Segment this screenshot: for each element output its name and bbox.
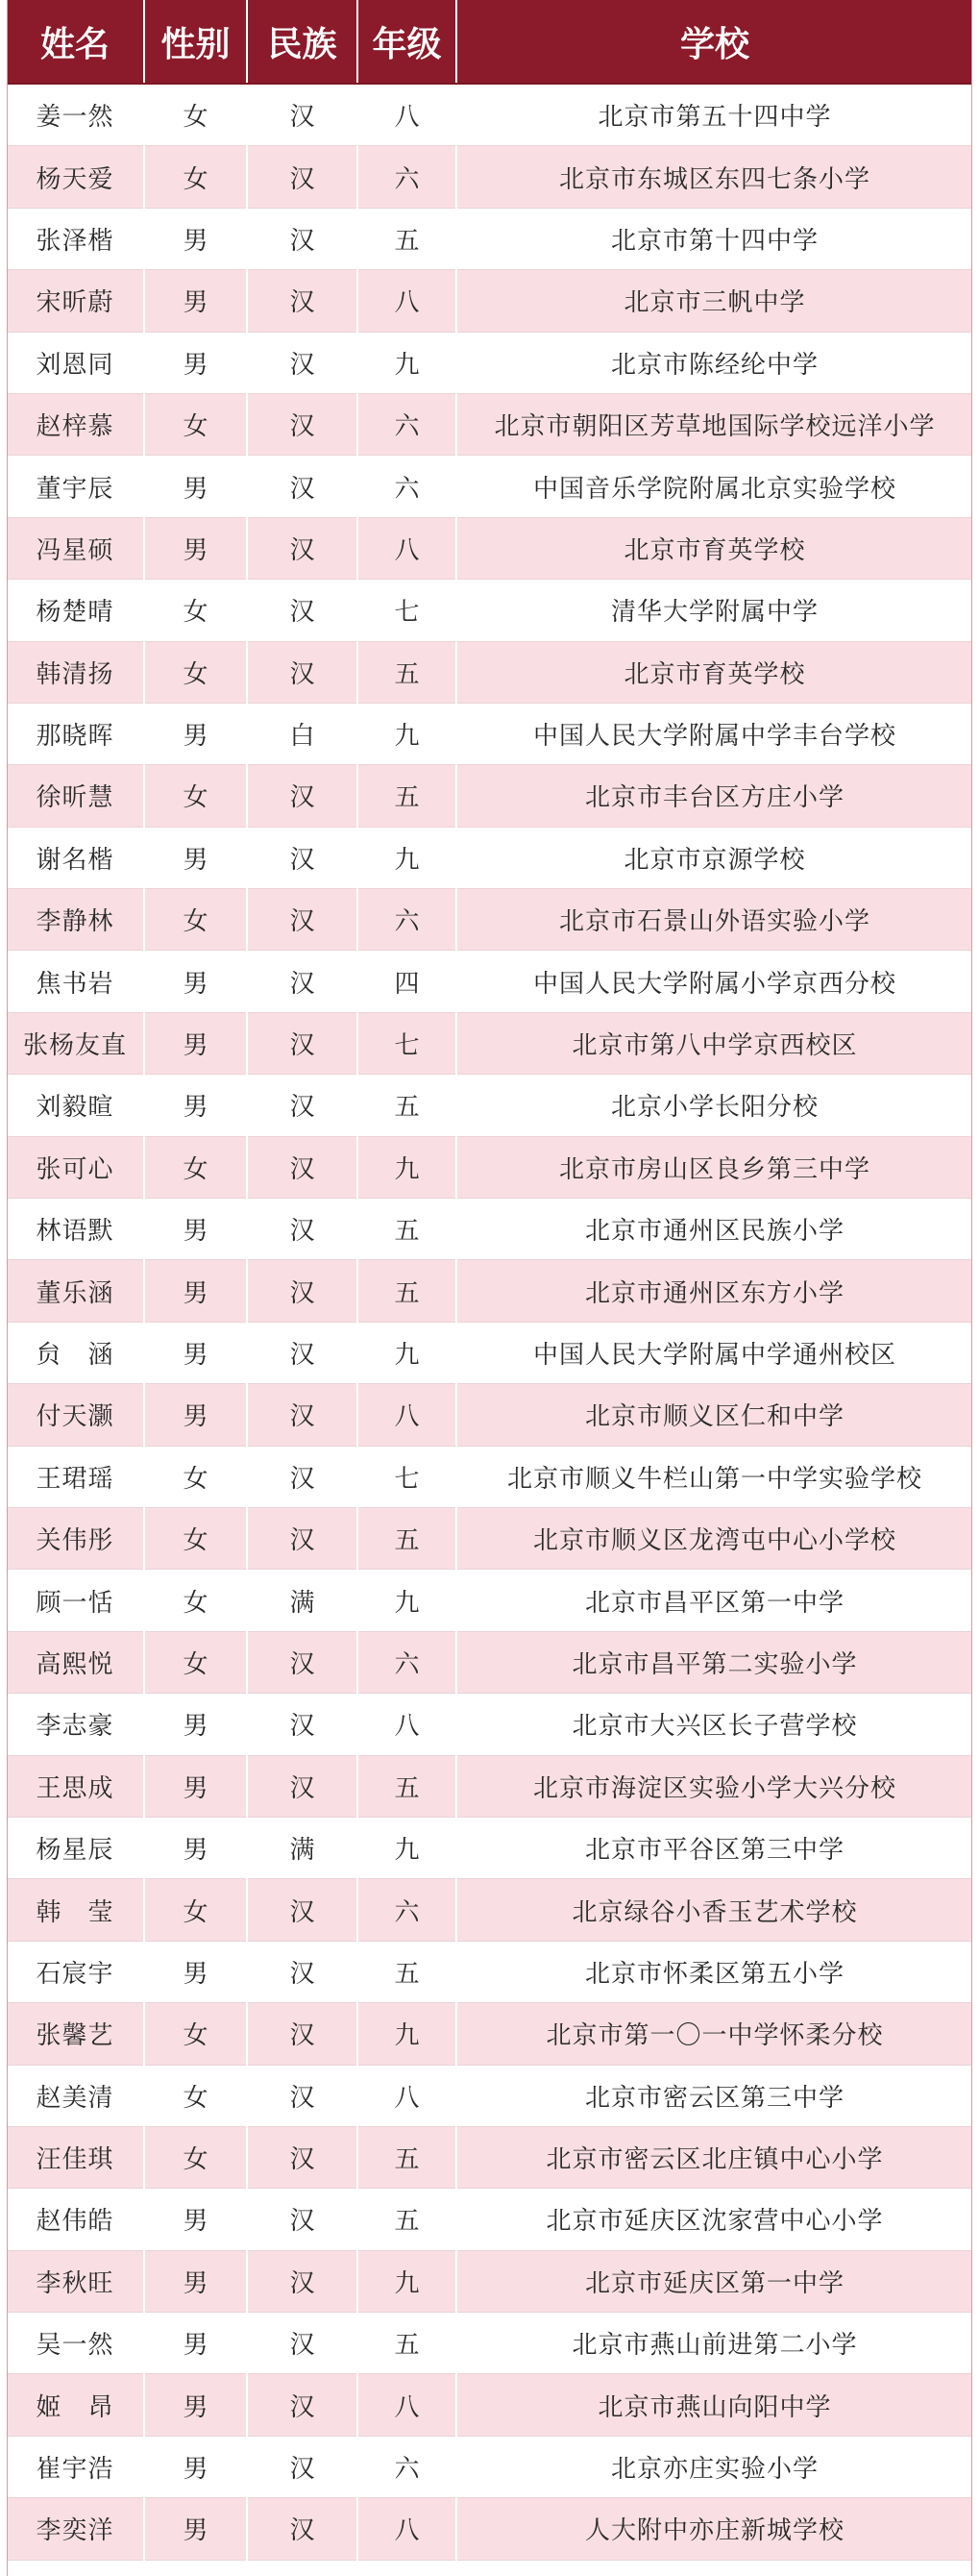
table-row (7, 1941, 972, 2002)
table-row (7, 951, 972, 1012)
header-name: 姓名 (7, 0, 144, 84)
cell-name: 韩清扬 (7, 641, 144, 703)
cell-gender: 男 (144, 1012, 247, 1074)
cell-grade: 九 (357, 2003, 456, 2065)
cell-ethnicity: 汉 (247, 1694, 357, 1755)
cell-school: 清华大学附属中学 (456, 580, 972, 641)
cell-school: 北京市第八中学京西校区 (456, 1012, 972, 1074)
cell-gender: 男 (144, 1260, 247, 1322)
cell-ethnicity: 汉 (247, 1075, 357, 1136)
cell-grade: 五 (357, 1507, 456, 1569)
cell-gender: 男 (144, 1694, 247, 1755)
cell-name: 王珺瑶 (7, 1446, 144, 1507)
cell-grade: 八 (357, 2498, 456, 2560)
cell-name: 冯星硕 (7, 517, 144, 579)
table-row (7, 1570, 972, 1631)
cell-grade: 六 (357, 889, 456, 951)
cell-name: 杨楚晴 (7, 580, 144, 641)
cell-gender: 男 (144, 270, 247, 332)
cell-name: 宋昕蔚 (7, 270, 144, 332)
cell-grade: 六 (357, 456, 456, 517)
header-ethnicity: 民族 (247, 0, 357, 84)
cell-grade: 五 (357, 1199, 456, 1260)
table-row (7, 1199, 972, 1260)
cell-school: 北京市育英学校 (456, 517, 972, 579)
table-row (7, 2003, 972, 2065)
cell-gender: 女 (144, 2065, 247, 2126)
cell-name: 赵伟皓 (7, 2189, 144, 2250)
table-row (7, 208, 972, 269)
cell-grade: 八 (357, 84, 456, 146)
cell-name: 付天灏 (7, 1384, 144, 1446)
cell-name: 杨星辰 (7, 1817, 144, 1878)
cell-ethnicity: 汉 (247, 2374, 357, 2436)
cell-grade: 五 (357, 2126, 456, 2188)
cell-grade: 九 (357, 2250, 456, 2312)
cell-grade: 八 (357, 1694, 456, 1755)
cell-school: 北京市平谷区第三中学 (456, 1817, 972, 1878)
cell-name: 董乐涵 (7, 1260, 144, 1322)
cell-grade: 八 (357, 2065, 456, 2126)
cell-name: 张馨艺 (7, 2003, 144, 2065)
cell-ethnicity: 汉 (247, 641, 357, 703)
cell-ethnicity: 汉 (247, 393, 357, 455)
cell-grade: 九 (357, 1817, 456, 1878)
cell-school: 中国人民大学附属中学丰台学校 (456, 703, 972, 764)
cell-gender: 男 (144, 1384, 247, 1446)
cell-ethnicity: 汉 (247, 1755, 357, 1817)
cell-name: 顾一恬 (7, 1570, 144, 1631)
cell-ethnicity: 汉 (247, 2126, 357, 2188)
table-row (7, 1817, 972, 1878)
student-list-table-container (7, 0, 972, 2576)
table-row (7, 1075, 972, 1136)
table-row (7, 1012, 972, 1074)
cell-ethnicity: 汉 (247, 580, 357, 641)
cell-ethnicity: 汉 (247, 332, 357, 393)
cell-name: 李秋旺 (7, 2250, 144, 2312)
table-row (7, 2189, 972, 2250)
cell-grade: 八 (357, 2374, 456, 2436)
cell-name: 杨天爱 (7, 146, 144, 208)
table-row (7, 456, 972, 517)
cell-ethnicity: 汉 (247, 2003, 357, 2065)
cell-name: 徐昕慧 (7, 765, 144, 827)
cell-name: 那晓晖 (7, 703, 144, 764)
cell-ethnicity: 汉 (247, 1384, 357, 1446)
cell-name: 汪佳琪 (7, 2126, 144, 2188)
cell-name: 姬 昂 (7, 2374, 144, 2436)
cell-gender: 女 (144, 1879, 247, 1941)
cell-school: 北京市怀柔区第五小学 (456, 1941, 972, 2002)
cell-ethnicity: 汉 (247, 1507, 357, 1569)
cell-grade: 八 (357, 1384, 456, 1446)
cell-grade: 七 (357, 580, 456, 641)
cell-school: 北京市顺义牛栏山第一中学实验学校 (456, 1446, 972, 1507)
cell-gender: 男 (144, 517, 247, 579)
cell-grade: 五 (357, 765, 456, 827)
cell-school: 北京市陈经纶中学 (456, 332, 972, 393)
cell-name: 赵梓慕 (7, 393, 144, 455)
cell-gender: 女 (144, 580, 247, 641)
cell-school: 北京市延庆区第一中学 (456, 2250, 972, 2312)
cell-school: 北京市京源学校 (456, 827, 972, 888)
cell-grade: 五 (357, 208, 456, 269)
table-row (7, 1384, 972, 1446)
cell-gender: 男 (144, 1322, 247, 1383)
cell-grade: 八 (357, 517, 456, 579)
cell-grade: 六 (357, 2436, 456, 2497)
cell-name: 李志豪 (7, 1694, 144, 1755)
cell-gender: 男 (144, 2189, 247, 2250)
cell-ethnicity: 汉 (247, 456, 357, 517)
cell-grade: 五 (357, 1941, 456, 2002)
cell-grade: 九 (357, 827, 456, 888)
cell-school: 北京小学长阳分校 (456, 1075, 972, 1136)
table-row (7, 1694, 972, 1755)
cell-ethnicity: 汉 (247, 1446, 357, 1507)
table-row (7, 1136, 972, 1198)
cell-gender: 女 (144, 1446, 247, 1507)
cell-name: 李静林 (7, 889, 144, 951)
cell-name: 焦书岩 (7, 951, 144, 1012)
cell-name: 李奕洋 (7, 2498, 144, 2560)
cell-ethnicity: 汉 (247, 2065, 357, 2126)
cell-grade: 五 (357, 2313, 456, 2374)
cell-grade: 九 (357, 1570, 456, 1631)
cell-ethnicity: 汉 (247, 1322, 357, 1383)
cell-name: 谢名楷 (7, 827, 144, 888)
cell-school: 北京市顺义区仁和中学 (456, 1384, 972, 1446)
cell-grade: 五 (357, 1075, 456, 1136)
table-row (7, 517, 972, 579)
cell-ethnicity: 汉 (247, 889, 357, 951)
cell-name: 韩 莹 (7, 1879, 144, 1941)
cell-grade: 六 (357, 1631, 456, 1693)
cell-gender: 男 (144, 2313, 247, 2374)
table-row (7, 2498, 972, 2560)
cell-gender: 男 (144, 456, 247, 517)
cell-ethnicity: 白 (247, 703, 357, 764)
cell-name: 贠 涵 (7, 1322, 144, 1383)
table-row (7, 1879, 972, 1941)
cell-grade: 九 (357, 703, 456, 764)
cell-name: 赵美清 (7, 2065, 144, 2126)
cell-school: 北京市育英学校 (456, 641, 972, 703)
cell-grade: 九 (357, 1322, 456, 1383)
cell-school: 北京亦庄实验小学 (456, 2436, 972, 2497)
table-row (7, 393, 972, 455)
cell-gender: 男 (144, 1817, 247, 1878)
cell-grade: 六 (357, 393, 456, 455)
cell-grade: 六 (357, 1879, 456, 1941)
cell-gender: 女 (144, 1136, 247, 1198)
cell-gender: 女 (144, 393, 247, 455)
cell-gender: 男 (144, 2250, 247, 2312)
cell-gender: 男 (144, 2374, 247, 2436)
table-row (7, 1507, 972, 1569)
cell-ethnicity: 汉 (247, 146, 357, 208)
cell-school: 北京市东城区东四七条小学 (456, 146, 972, 208)
table-row (7, 2313, 972, 2374)
table-row (7, 2065, 972, 2126)
table-row (7, 270, 972, 332)
cell-ethnicity: 汉 (247, 84, 357, 146)
table-row (7, 1446, 972, 1507)
cell-gender: 男 (144, 332, 247, 393)
table-row (7, 641, 972, 703)
cell-school: 北京市密云区北庄镇中心小学 (456, 2126, 972, 2188)
table-row (7, 889, 972, 951)
cell-school: 北京市大兴区长子营学校 (456, 1694, 972, 1755)
cell-grade: 九 (357, 332, 456, 393)
cell-name: 张可心 (7, 1136, 144, 1198)
cell-gender: 女 (144, 641, 247, 703)
cell-name: 董宇辰 (7, 456, 144, 517)
student-list-table (7, 0, 972, 2561)
cell-gender: 男 (144, 1199, 247, 1260)
cell-name: 石宸宇 (7, 1941, 144, 2002)
cell-grade: 五 (357, 2189, 456, 2250)
cell-ethnicity: 满 (247, 1570, 357, 1631)
table-body (7, 84, 972, 2560)
cell-school: 北京市昌平区第一中学 (456, 1570, 972, 1631)
table-row (7, 827, 972, 888)
cell-school: 中国音乐学院附属北京实验学校 (456, 456, 972, 517)
table-row (7, 332, 972, 393)
table-row (7, 703, 972, 764)
cell-school: 北京市延庆区沈家营中心小学 (456, 2189, 972, 2250)
cell-name: 林语默 (7, 1199, 144, 1260)
table-row (7, 2126, 972, 2188)
cell-school: 北京市昌平第二实验小学 (456, 1631, 972, 1693)
cell-ethnicity: 汉 (247, 2498, 357, 2560)
cell-gender: 女 (144, 1631, 247, 1693)
cell-school: 北京市第一〇一中学怀柔分校 (456, 2003, 972, 2065)
cell-ethnicity: 汉 (247, 2313, 357, 2374)
cell-school: 北京市第五十四中学 (456, 84, 972, 146)
cell-gender: 男 (144, 1941, 247, 2002)
cell-name: 高熙悦 (7, 1631, 144, 1693)
cell-school: 中国人民大学附属小学京西分校 (456, 951, 972, 1012)
table-row (7, 1322, 972, 1383)
cell-name: 王思成 (7, 1755, 144, 1817)
cell-school: 北京市朝阳区芳草地国际学校远洋小学 (456, 393, 972, 455)
cell-gender: 男 (144, 951, 247, 1012)
cell-grade: 四 (357, 951, 456, 1012)
cell-school: 北京市第十四中学 (456, 208, 972, 269)
header-row (7, 0, 972, 84)
cell-gender: 女 (144, 84, 247, 146)
cell-grade: 六 (357, 146, 456, 208)
cell-gender: 女 (144, 146, 247, 208)
header-gender: 性别 (144, 0, 247, 84)
cell-ethnicity: 汉 (247, 1012, 357, 1074)
cell-name: 刘毅暄 (7, 1075, 144, 1136)
cell-ethnicity: 汉 (247, 270, 357, 332)
cell-school: 北京市燕山前进第二小学 (456, 2313, 972, 2374)
table-row (7, 2436, 972, 2497)
cell-name: 吴一然 (7, 2313, 144, 2374)
table-row (7, 2374, 972, 2436)
table-header (7, 0, 972, 84)
cell-grade: 五 (357, 1755, 456, 1817)
cell-school: 北京市密云区第三中学 (456, 2065, 972, 2126)
cell-gender: 男 (144, 2498, 247, 2560)
cell-gender: 女 (144, 889, 247, 951)
cell-school: 北京市三帆中学 (456, 270, 972, 332)
table-row (7, 2250, 972, 2312)
cell-ethnicity: 汉 (247, 1941, 357, 2002)
table-row (7, 84, 972, 146)
cell-school: 北京市通州区民族小学 (456, 1199, 972, 1260)
cell-grade: 五 (357, 1260, 456, 1322)
cell-school: 北京市顺义区龙湾屯中心小学校 (456, 1507, 972, 1569)
cell-grade: 九 (357, 1136, 456, 1198)
cell-school: 人大附中亦庄新城学校 (456, 2498, 972, 2560)
cell-school: 北京市石景山外语实验小学 (456, 889, 972, 951)
table-row (7, 1755, 972, 1817)
cell-school: 北京市燕山向阳中学 (456, 2374, 972, 2436)
cell-school: 北京市丰台区方庄小学 (456, 765, 972, 827)
cell-name: 刘恩同 (7, 332, 144, 393)
cell-ethnicity: 汉 (247, 1631, 357, 1693)
cell-school: 中国人民大学附属中学通州校区 (456, 1322, 972, 1383)
cell-ethnicity: 汉 (247, 2436, 357, 2497)
cell-name: 关伟彤 (7, 1507, 144, 1569)
cell-ethnicity: 汉 (247, 2189, 357, 2250)
cell-ethnicity: 汉 (247, 1260, 357, 1322)
cell-gender: 男 (144, 827, 247, 888)
cell-gender: 女 (144, 2003, 247, 2065)
table-row (7, 146, 972, 208)
header-grade: 年级 (357, 0, 456, 84)
table-row (7, 580, 972, 641)
cell-ethnicity: 汉 (247, 1199, 357, 1260)
cell-gender: 男 (144, 208, 247, 269)
table-row (7, 1631, 972, 1693)
cell-ethnicity: 汉 (247, 951, 357, 1012)
cell-school: 北京绿谷小香玉艺术学校 (456, 1879, 972, 1941)
cell-name: 姜一然 (7, 84, 144, 146)
cell-grade: 七 (357, 1012, 456, 1074)
cell-name: 崔宇浩 (7, 2436, 144, 2497)
cell-ethnicity: 汉 (247, 1879, 357, 1941)
cell-name: 张杨友直 (7, 1012, 144, 1074)
cell-school: 北京市海淀区实验小学大兴分校 (456, 1755, 972, 1817)
cell-gender: 男 (144, 1075, 247, 1136)
cell-ethnicity: 汉 (247, 765, 357, 827)
cell-ethnicity: 汉 (247, 208, 357, 269)
cell-grade: 八 (357, 270, 456, 332)
cell-gender: 男 (144, 2436, 247, 2497)
cell-ethnicity: 汉 (247, 517, 357, 579)
cell-name: 张泽楷 (7, 208, 144, 269)
cell-ethnicity: 汉 (247, 827, 357, 888)
cell-school: 北京市通州区东方小学 (456, 1260, 972, 1322)
cell-gender: 女 (144, 1507, 247, 1569)
cell-gender: 男 (144, 1755, 247, 1817)
cell-grade: 五 (357, 641, 456, 703)
cell-gender: 女 (144, 765, 247, 827)
cell-gender: 男 (144, 703, 247, 764)
table-row (7, 1260, 972, 1322)
cell-school: 北京市房山区良乡第三中学 (456, 1136, 972, 1198)
header-school: 学校 (456, 0, 972, 84)
cell-ethnicity: 汉 (247, 1136, 357, 1198)
cell-ethnicity: 满 (247, 1817, 357, 1878)
cell-ethnicity: 汉 (247, 2250, 357, 2312)
cell-gender: 女 (144, 1570, 247, 1631)
cell-grade: 七 (357, 1446, 456, 1507)
table-row (7, 765, 972, 827)
cell-gender: 女 (144, 2126, 247, 2188)
